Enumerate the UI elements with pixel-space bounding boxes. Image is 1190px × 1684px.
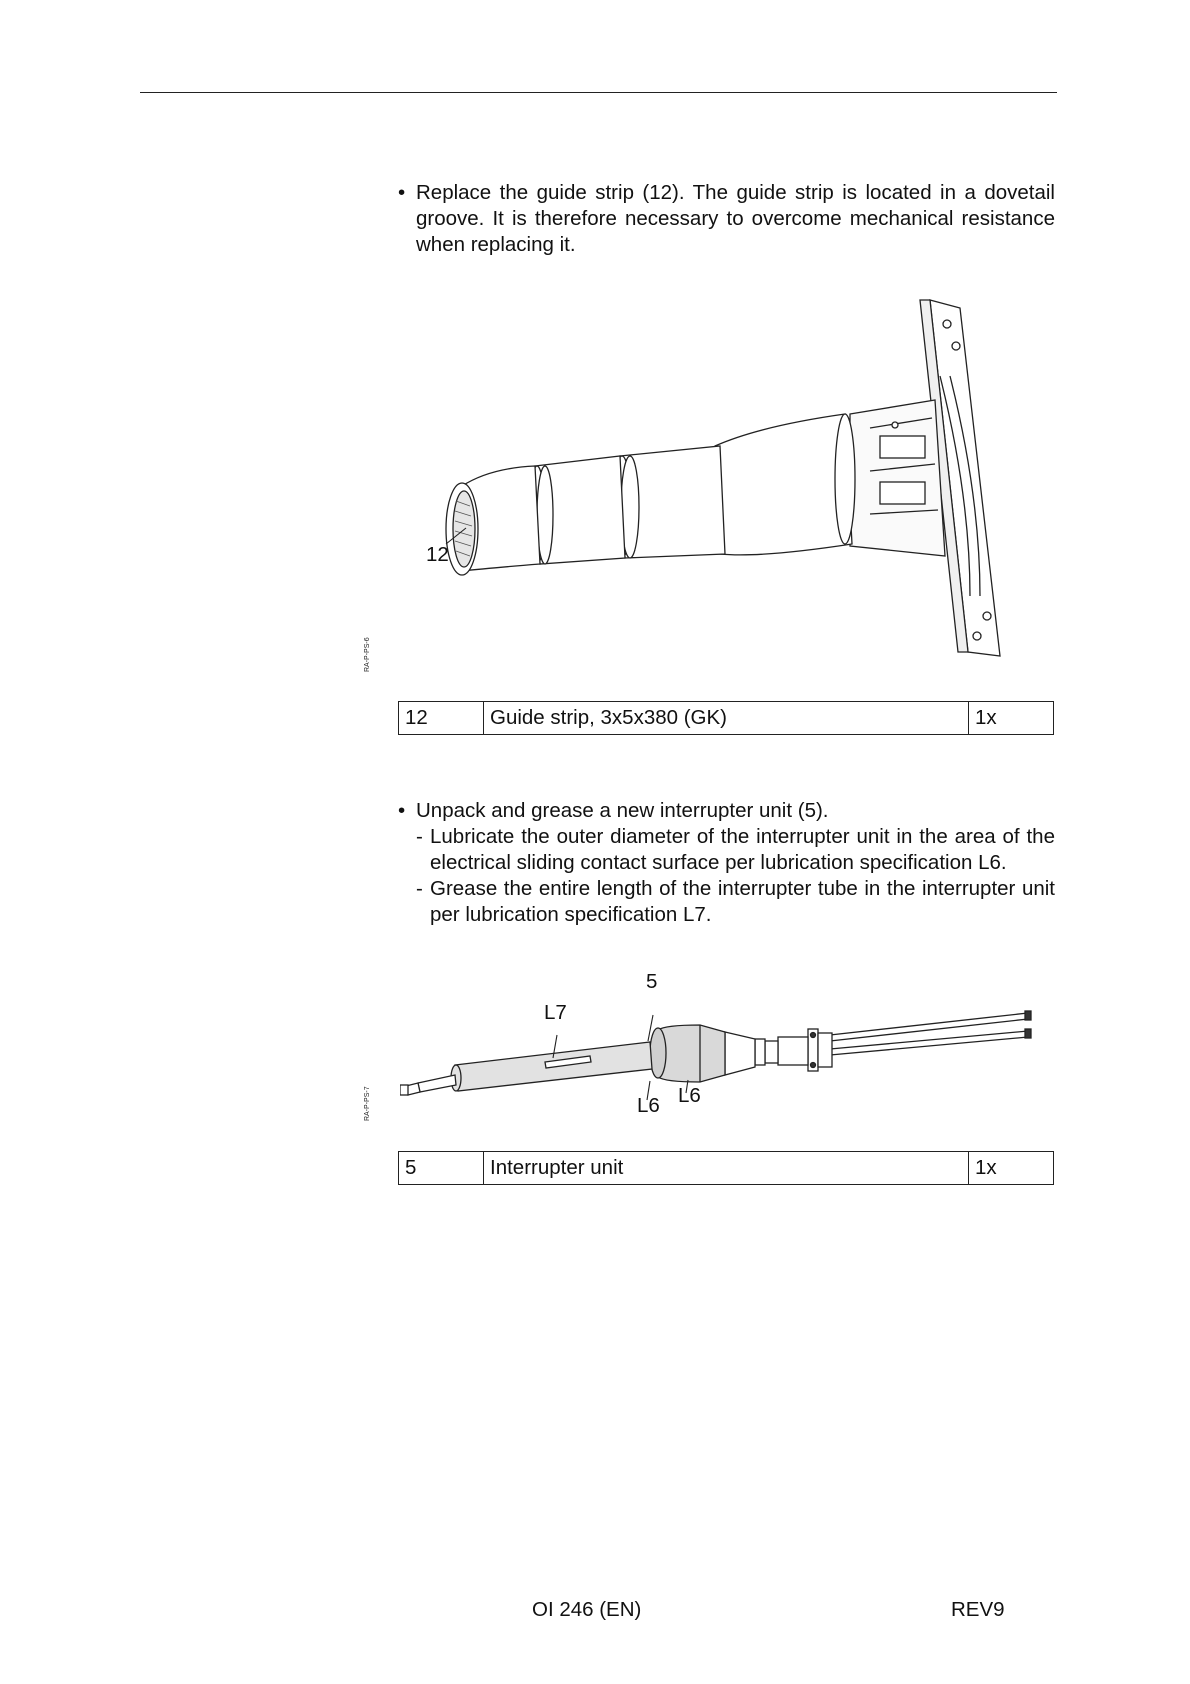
item-quantity: 1x: [969, 1152, 1054, 1185]
callout-l6: L6: [678, 1084, 701, 1107]
item-number: 12: [399, 702, 484, 735]
callout-12: 12: [426, 543, 449, 566]
table-row: [399, 702, 1054, 735]
footer-document-number: OI 246 (EN): [532, 1598, 642, 1621]
interrupter-unit-figure: [400, 970, 1050, 1117]
header-rule: [140, 92, 1057, 93]
bullet: •: [398, 181, 406, 204]
instruction-guide-strip: [398, 180, 1055, 258]
parts-table-guide-strip: [398, 701, 1054, 735]
figure-code: RA-P-PS-6: [364, 637, 371, 672]
instruction-text: Unpack and grease a new interrupter unit (5).: [416, 799, 829, 822]
callout-l6: L6: [637, 1094, 660, 1117]
subitem: [416, 876, 1055, 928]
callout-l7: L7: [544, 1001, 567, 1024]
item-quantity: 1x: [969, 702, 1054, 735]
item-number: 5: [399, 1152, 484, 1185]
item-description: Guide strip, 3x5x380 (GK): [484, 702, 969, 735]
subitem-text: Grease the entire length of the interrupter tube in the interrupter unit per lubrication specification L7.: [430, 877, 1055, 926]
interrupter-unit-drawing: [400, 985, 1050, 1115]
dash: -: [416, 877, 423, 900]
subitem: [416, 824, 1055, 876]
dash: -: [416, 825, 423, 848]
item-description: Interrupter unit: [484, 1152, 969, 1185]
footer-revision: REV9: [951, 1598, 1005, 1621]
instruction-text: Replace the guide strip (12). The guide strip is located in a dovetail groove. It is therefore necessary to overcome mechanical resistance when replacing it.: [416, 181, 1055, 256]
subitem-text: Lubricate the outer diameter of the interrupter unit in the area of the electrical sliding contact surface per lubrication specification L6.: [430, 825, 1055, 874]
instruction-interrupter-unit: [398, 798, 1055, 928]
bullet: •: [398, 799, 406, 822]
guide-strip-drawing: [440, 296, 1010, 676]
figure-code: RA-P-PS-7: [364, 1086, 371, 1121]
callout-5: 5: [646, 970, 658, 993]
table-row: [399, 1152, 1054, 1185]
parts-table-interrupter-unit: [398, 1151, 1054, 1185]
guide-strip-figure: [426, 296, 1010, 676]
